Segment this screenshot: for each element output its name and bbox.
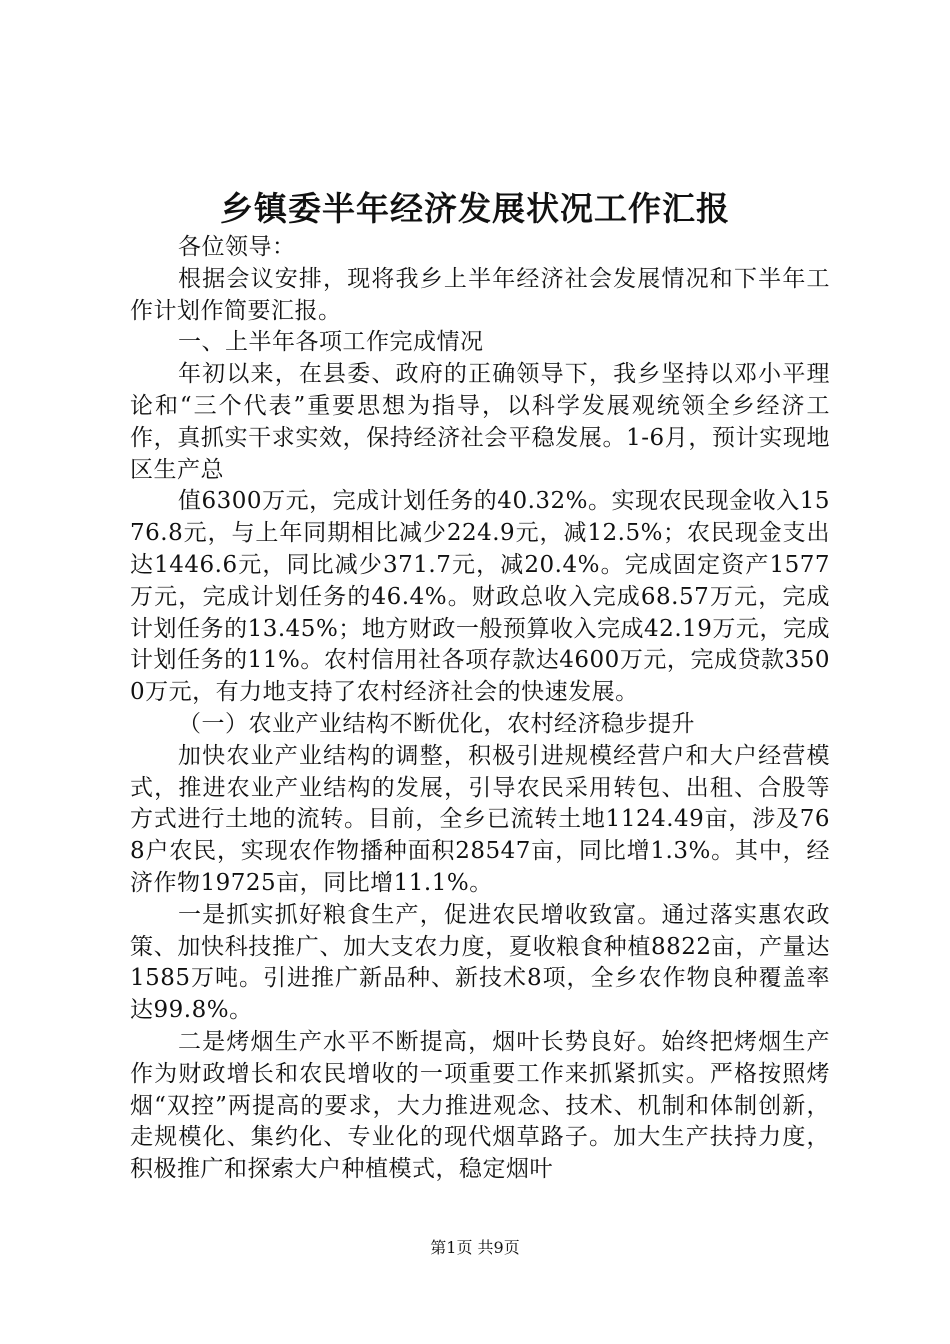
paragraph-overview: 年初以来，在县委、政府的正确领导下，我乡坚持以邓小平理论和“三个代表”重要思想为指导，以科学发展观统领全乡经济工作，真抓实干求实效，保持经济社会平稳发展。1-6月，预计实现地区生产总 — [130, 361, 830, 483]
paragraph-salutation: 各位领导： — [178, 234, 296, 260]
page-footer: 第1页 共9页 — [430, 1238, 520, 1257]
section-heading-1: 一、上半年各项工作完成情况 — [178, 329, 484, 356]
paragraph-grain: 一是抓实抓好粮食生产，促进农民增收致富。通过落实惠农政策、加快科技推广、加大支农力度，夏收粮食种植8822亩，产量达1585万吨。引进推广新品种、新技术8项，全乡农作物良种覆盖率达99.8%。 — [130, 901, 830, 1024]
paragraph-agriculture: 加快农业产业结构的调整，积极引进规模经营户和大户经营模式，推进农业产业结构的发展，引导农民采用转包、出租、合股等方式进行土地的流转。目前，全乡已流转土地1124.49亩，涉及768户农民，实现农作物播种面积28547亩，同比增1.3%。其中，经济作物19725亩，同比增11.1%。 — [130, 742, 830, 896]
document-body — [130, 232, 830, 1186]
paragraph-statistics: 值6300万元，完成计划任务的40.32%。实现农民现金收入1576.8元，与上年同期相比减少224.9元，减12.5%；农民现金支出达1446.6元，同比减少371.7元，减20.4%。完成固定资产1577万元，完成计划任务的46.4%。财政总收入完成68.57万元，完成计划任务的13.45%；地方财政一般预算收入完成42.19万元，完成计划任务的11%。农村信用社各项存款达4600万元，完成贷款3500万元，有力地支持了农村经济社会的快速发展。 — [130, 488, 830, 706]
paragraph-intro: 根据会议安排，现将我乡上半年经济社会发展情况和下半年工作计划作简要汇报。 — [130, 265, 830, 324]
subsection-heading-1: （一）农业产业结构不断优化，农村经济稳步提升 — [178, 710, 695, 737]
document-title: 乡镇委半年经济发展状况工作汇报 — [220, 189, 730, 228]
paragraph-tobacco: 二是烤烟生产水平不断提高，烟叶长势良好。始终把烤烟生产作为财政增长和农民增收的一项重要工作来抓紧抓实。严格按照烤烟“双控”两提高的要求，大力推进观念、技术、机制和体制创新，走规模化、集约化、专业化的现代烟草路子。加大生产扶持力度，积极推广和探索大户种植模式，稳定烟叶 — [130, 1028, 830, 1183]
